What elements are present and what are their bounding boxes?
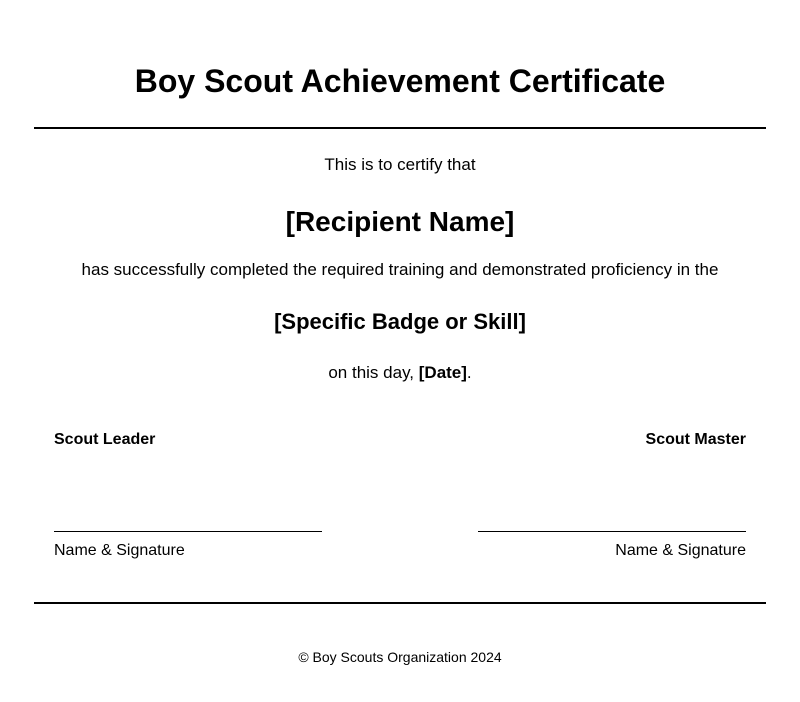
completion-text: has successfully completed the required training and demonstrated proficiency in the (81, 260, 719, 279)
signature-line (54, 531, 322, 532)
certificate-title: Boy Scout Achievement Certificate (134, 63, 666, 99)
date-prefix: on this day, (328, 363, 419, 382)
footer-copyright: © Boy Scouts Organization 2024 (298, 649, 502, 665)
signature-role: Scout Leader (54, 431, 156, 448)
signature-role: Scout Master (645, 431, 746, 448)
top-divider (34, 127, 766, 129)
date-value: [Date] (418, 363, 467, 382)
signature-line (478, 531, 746, 532)
signature-block-scout-leader (54, 430, 322, 561)
certify-text: This is to certify that (324, 155, 476, 174)
recipient-name: [Recipient Name] (285, 206, 515, 237)
certificate (34, 0, 766, 702)
badge-name: [Specific Badge or Skill] (274, 309, 526, 334)
signature-caption: Name & Signature (54, 542, 185, 559)
signature-block-scout-master (478, 430, 746, 561)
signature-caption: Name & Signature (615, 542, 746, 559)
date-suffix: . (466, 363, 472, 382)
date-line (34, 362, 766, 384)
bottom-divider (34, 602, 766, 604)
